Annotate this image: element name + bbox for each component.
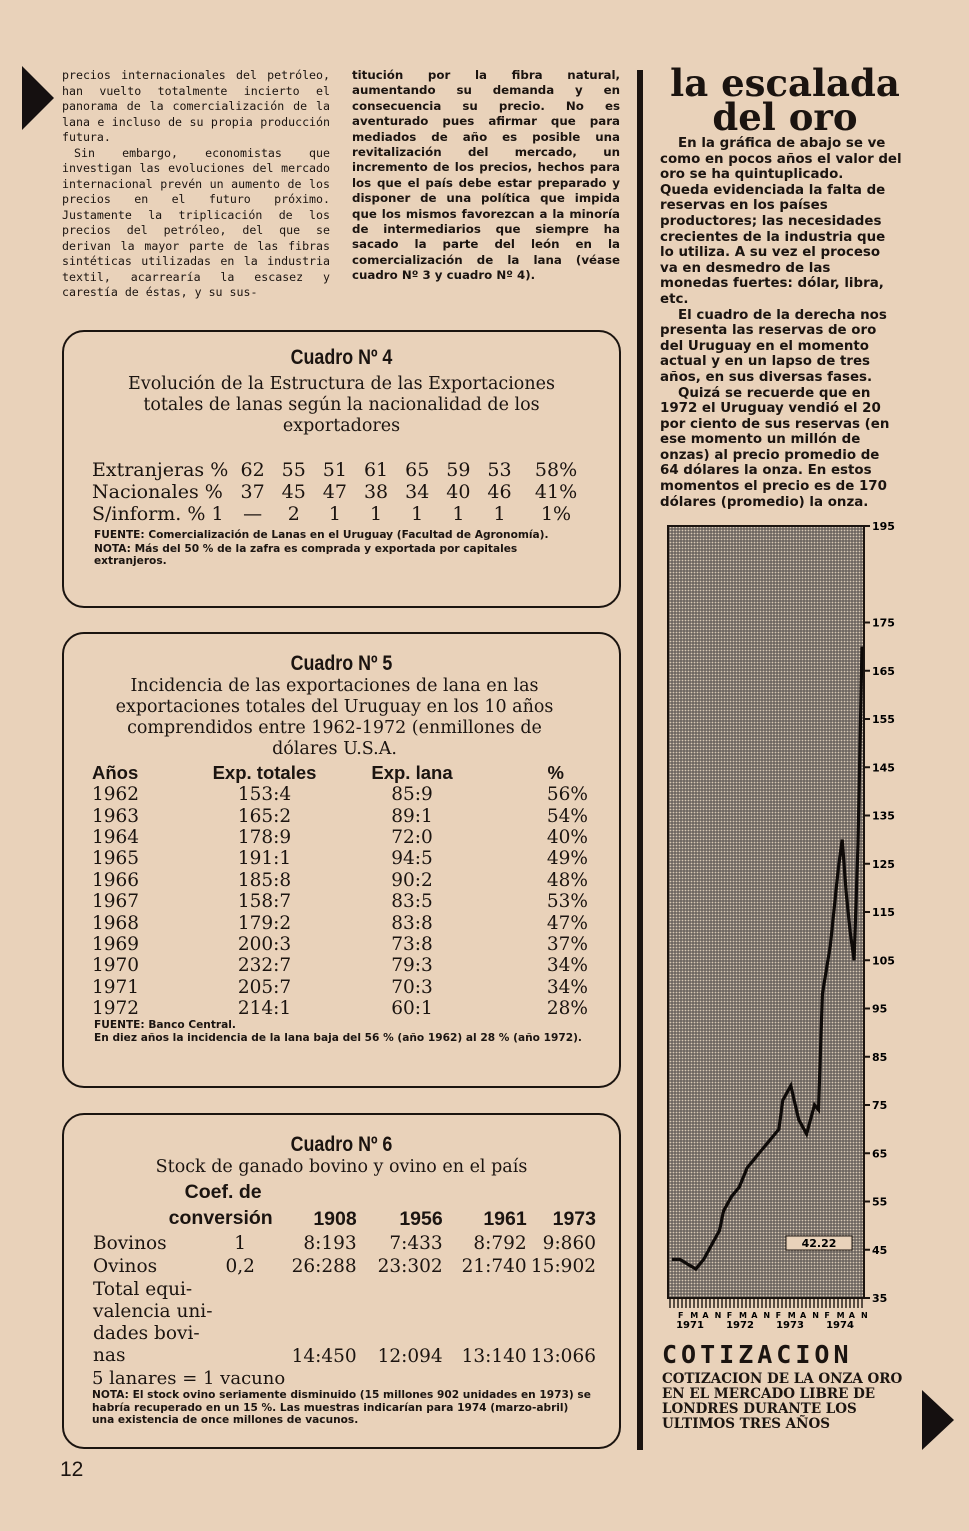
x-month-label: N	[812, 1311, 819, 1320]
y-tick-label: 175	[872, 616, 895, 630]
table-cell: 48%	[546, 869, 588, 891]
x-month-label: F	[824, 1311, 830, 1320]
table-cell: 55	[281, 459, 306, 481]
cuadro-6-box	[62, 1113, 621, 1449]
table-cell: 8:792	[473, 1233, 527, 1254]
table-cell: 1971	[92, 976, 140, 998]
table-cell: 73:8	[391, 933, 433, 955]
table-cell: 1	[370, 503, 383, 525]
table-cell: 41%	[534, 481, 578, 503]
x-month-label: A	[702, 1311, 709, 1320]
cuadro-5-table	[92, 762, 592, 1019]
table-cell: 59	[446, 459, 471, 481]
cuadro-6-nota: NOTA: El stock ovino seriamente disminuido (15 millones 902 unidades en 1973) se habría recuperado en un 15 %. Las muestras indicarían para 1974 (marzo-abril) una existencia de once millones de vacunos.	[92, 1389, 591, 1426]
table-cell: 94:5	[391, 848, 433, 870]
table-header-row	[92, 762, 592, 784]
x-month-label: F	[678, 1311, 684, 1320]
y-tick-label: 45	[872, 1243, 888, 1257]
x-axis-years	[676, 1320, 854, 1330]
table-cell: 1965	[92, 848, 140, 870]
cuadro-4-nota: NOTA: Más del 50 % de la zafra es comprada y exportada por capitales extranjeros.	[94, 542, 518, 567]
x-month-label: M	[836, 1311, 845, 1320]
table-cell: 56%	[546, 784, 588, 806]
y-tick-label: 85	[872, 1050, 888, 1064]
y-tick-label: 55	[872, 1195, 888, 1209]
table-cell: 54%	[546, 805, 588, 827]
x-year-label: 1971	[676, 1320, 704, 1330]
right-title	[660, 61, 910, 139]
chart-annotation	[786, 1236, 852, 1250]
table-cell: 23:302	[377, 1256, 443, 1277]
chart-caption: COTIZACION DE LA ONZA ORO EN EL MERCADO LIBRE DE LONDRES DURANTE LOS ULTIMOS TRES AÑOS	[662, 1371, 903, 1432]
table-row	[92, 977, 592, 998]
paragraph: precios internacionales del petróleo, han vuelto totalmente incierto el panorama de la comercialización de la lana e incluso de su propia producción futura.	[62, 68, 330, 144]
table-cell: 2	[287, 503, 300, 525]
table-cell: 1	[328, 503, 341, 525]
y-tick-label: 195	[872, 520, 895, 533]
table-cell: 34%	[546, 955, 588, 977]
x-month-label: N	[714, 1311, 722, 1320]
table-cell: 34%	[546, 976, 588, 998]
arrow-marker-left	[22, 66, 54, 130]
y-tick-label: 75	[872, 1099, 888, 1112]
cuadro-4-title: Cuadro Nº 4	[290, 346, 393, 369]
table-cell: 1972	[92, 998, 140, 1020]
total-label	[92, 1278, 274, 1368]
table-cell: —	[243, 503, 263, 525]
table-cell: 1	[493, 503, 506, 525]
y-tick-label: 135	[872, 809, 895, 823]
table-cell: 191:1	[237, 848, 292, 870]
row-label: Ovinos	[93, 1256, 158, 1277]
table-cell: 45	[281, 481, 306, 503]
table-cell: 1969	[92, 933, 140, 955]
total-value: 13:140	[461, 1346, 527, 1367]
y-tick-label: 105	[872, 954, 895, 968]
table-cell: 15:902	[530, 1256, 596, 1277]
table-row	[92, 1232, 597, 1255]
col-header-percent: %	[547, 762, 564, 783]
cuadro-4-subtitle: Evolución de la Estructura de las Exportaciones totales de lanas según la nacionalidad de los exportadores	[128, 374, 555, 436]
x-month-label: A	[800, 1311, 807, 1320]
table-cell: 1968	[92, 912, 140, 934]
y-tick-label: 125	[872, 857, 895, 871]
paragraph: titución por la fibra natural, aumentando su demanda y en consecuencia su precio. No es aventurado pues afirmar que para mediados de año es posible una revitalización del mercado, un incremento de los precios, hechos para los que el país debe estar preparado y disponer de una política que impida que los mismos favorezcan a la minoría de intermediarios que siempre ha sacado la parte del león en la comercialización de la lana (véase cuadro Nº 3 y cuadro Nº 4).	[352, 68, 620, 283]
table-cell: 83:8	[391, 912, 433, 934]
table-row	[92, 934, 592, 955]
total-value: 14:450	[291, 1346, 357, 1367]
y-tick-label: 165	[872, 664, 895, 678]
x-month-label: N	[763, 1311, 771, 1320]
col-header-coef	[168, 1178, 274, 1232]
paragraph: Queda evidenciada la falta de reservas en los países productores; las necesidades crecientes de la industria que lo utiliza. A su vez el proceso va en desmedro de las monedas fuertes: dólar, libra, etc.	[660, 182, 886, 307]
table-cell: 1967	[92, 891, 140, 913]
cuadro-5-fuente: FUENTE: Banco Central.	[94, 1019, 236, 1032]
table-cell: 89:1	[391, 805, 433, 827]
table-cell: 37%	[546, 933, 588, 955]
total-value: 12:094	[377, 1346, 443, 1367]
col-header-anos: Años	[92, 762, 139, 783]
row-label: S/inform. % 1	[92, 503, 224, 525]
total-value: 13:066	[530, 1346, 596, 1367]
cuadro-5-subtitle: Incidencia de las exportaciones de lana en las exportaciones totales del Uruguay en los 10 años comprendidos entre 1962-1972 (enmillones de dólares U.S.A.	[115, 676, 554, 759]
col-header-year: 1908	[313, 1208, 357, 1230]
paragraph: Sin embargo, economistas que investigan las evoluciones del mercado internacional prevén un aumento de los precios en el futuro próximo. Justamente la triplicación de los precios del petróleo, del que se derivan la mayor parte de las fibras sintéticas utilizadas en la industria textil, acarrearía la escasez y carestía de éstas, y su sus-	[62, 145, 330, 299]
cuadro-4-fuente: FUENTE: Comercialización de Lanas en el Uruguay (Facultad de Agronomía).	[94, 529, 549, 541]
table-row	[92, 503, 592, 525]
table-cell: 21:740	[461, 1256, 527, 1277]
table-cell: 70:3	[391, 976, 433, 998]
table-cell: 158:7	[237, 891, 292, 913]
table-cell: 1962	[92, 784, 140, 806]
cuadro-5-title: Cuadro Nº 5	[290, 652, 393, 675]
table-cell: 51	[322, 459, 347, 481]
table-row	[92, 870, 592, 891]
y-tick-label: 155	[872, 713, 895, 726]
row-label: Nacionales %	[92, 481, 223, 503]
y-axis-ticks	[864, 520, 895, 1305]
table-cell: 34	[405, 481, 430, 503]
x-month-label: M	[690, 1311, 699, 1320]
x-month-label: M	[739, 1311, 747, 1320]
table-cell: 9:860	[542, 1233, 596, 1254]
table-cell: 65	[405, 459, 430, 481]
x-month-label: M	[787, 1311, 796, 1320]
table-cell: 85:9	[391, 784, 433, 806]
table-cell: 37	[240, 481, 265, 503]
table-cell: 232:7	[237, 955, 292, 977]
table-cell: 205:7	[237, 976, 292, 998]
table-row	[92, 459, 592, 481]
cuadro-6-title: Cuadro Nº 6	[290, 1133, 393, 1156]
table-cell: 53%	[546, 891, 588, 913]
table-cell: 185:8	[237, 869, 292, 891]
row-label: Bovinos	[93, 1233, 167, 1254]
table-cell: 178:9	[237, 826, 292, 848]
table-cell: 153:4	[237, 784, 292, 806]
table-cell: 165:2	[237, 805, 292, 827]
cuadro-6-equivalence: 5 lanares = 1 vacuno	[92, 1368, 286, 1389]
cuadro-5-nota: En diez años la incidencia de la lana baja del 56 % (año 1962) al 28 % (año 1972).	[94, 1031, 582, 1044]
table-row	[92, 912, 592, 933]
table-cell: 79:3	[391, 955, 433, 977]
y-tick-label: 65	[872, 1147, 888, 1161]
cotizacion-heading: COTIZACION	[662, 1340, 853, 1369]
x-axis-months	[670, 1298, 868, 1320]
x-year-label: 1973	[776, 1320, 804, 1330]
total-label-line: dades bovi-	[93, 1323, 200, 1344]
x-month-label: A	[751, 1311, 758, 1320]
table-cell: 58%	[534, 459, 578, 481]
table-cell: 8:193	[303, 1233, 357, 1254]
table-row	[92, 848, 592, 869]
coef-cell: 0,2	[225, 1256, 255, 1277]
table-cell: 40%	[546, 826, 588, 848]
table-cell: 1963	[92, 805, 140, 827]
table-cell: 49%	[546, 848, 588, 870]
table-header-row	[92, 1178, 597, 1232]
table-cell: 47%	[546, 912, 588, 934]
table-cell: 1970	[92, 955, 140, 977]
x-month-label: N	[861, 1311, 868, 1320]
x-year-label: 1972	[726, 1320, 754, 1330]
col-header-exp-totales: Exp. totales	[212, 762, 317, 783]
right-title-line-1: la escalada	[670, 61, 900, 105]
x-year-label: 1974	[826, 1320, 854, 1330]
right-text	[660, 136, 902, 510]
coef-cell: 1	[234, 1233, 247, 1254]
y-tick-label: 95	[872, 1002, 888, 1016]
paragraph: El cuadro de la derecha nos presenta las reservas de oro del Uruguay en el momento actual y en un lapso de tres años, en sus diversas fases.	[660, 307, 887, 385]
table-cell: 1966	[92, 869, 140, 891]
table-cell: 60:1	[391, 998, 433, 1020]
x-month-label: A	[848, 1311, 856, 1320]
col-header-year: 1956	[399, 1208, 443, 1230]
table-row	[92, 891, 592, 912]
right-title-line-2: del oro	[712, 95, 858, 139]
gold-price-chart	[660, 520, 910, 1330]
table-row	[92, 998, 592, 1019]
table-cell: 62	[240, 459, 265, 481]
table-row	[92, 481, 592, 503]
col-header-year: 1973	[552, 1208, 596, 1230]
body-text-column-2	[352, 68, 620, 284]
column-divider	[637, 70, 643, 1450]
coef-header-line-1: Coef. de	[184, 1181, 262, 1203]
table-cell: 28%	[546, 998, 588, 1020]
cuadro-4-box	[62, 330, 621, 608]
total-label-line: valencia uni-	[93, 1301, 213, 1322]
body-text-column-1	[62, 68, 330, 301]
table-cell: 83:5	[391, 891, 433, 913]
table-cell: 40	[446, 481, 471, 503]
y-tick-label: 115	[872, 906, 895, 919]
table-row	[92, 827, 592, 848]
cuadro-4-table	[92, 459, 592, 525]
table-cell: 26:288	[291, 1256, 357, 1277]
page-number: 12	[60, 1458, 84, 1481]
table-cell: 179:2	[237, 912, 292, 934]
table-row	[92, 1255, 597, 1278]
table-cell: 1964	[92, 826, 140, 848]
table-cell: 47	[322, 481, 347, 503]
arrow-marker-right	[922, 1390, 954, 1450]
paragraph: En la gráfica de abajo se ve como en pocos años el valor del oro se ha quintuplicado.	[660, 136, 902, 183]
col-header-year: 1961	[483, 1208, 527, 1230]
table-cell: 72:0	[391, 826, 433, 848]
table-cell: 46	[487, 481, 512, 503]
paragraph: Quizá se recuerde que en 1972 el Uruguay vendió el 20 por ciento de sus reservas (en ese momento un millón de onzas) al precio promedio de 64 dólares la onza. En estos momentos el precio es de 170 dólares (promedio) la onza.	[660, 385, 890, 510]
table-cell: 7:433	[389, 1233, 443, 1254]
table-cell: 53	[487, 459, 512, 481]
cuadro-6-table	[92, 1178, 597, 1368]
table-cell: 200:3	[237, 933, 292, 955]
table-cell: 38	[363, 481, 389, 503]
table-row	[92, 955, 592, 976]
total-label-line: nas	[93, 1345, 126, 1366]
col-header-exp-lana: Exp. lana	[371, 762, 453, 783]
row-label: Extranjeras %	[92, 459, 229, 481]
table-cell: 61	[363, 459, 389, 481]
table-row	[92, 784, 592, 805]
table-cell: 1%	[540, 503, 572, 525]
coef-header-line-2: conversión	[168, 1207, 273, 1229]
total-label-line: Total equi-	[93, 1279, 193, 1300]
table-row-total	[92, 1278, 597, 1368]
cuadro-5-box	[62, 632, 621, 1088]
table-cell: 90:2	[391, 869, 433, 891]
y-tick-label: 35	[872, 1292, 888, 1305]
annotation-label: 42.22	[801, 1237, 837, 1250]
x-month-label: F	[775, 1311, 782, 1320]
cuadro-6-subtitle: Stock de ganado bovino y ovino en el país	[155, 1157, 528, 1177]
table-cell: 1	[411, 503, 424, 525]
y-tick-label: 145	[872, 761, 895, 775]
table-row	[92, 805, 592, 826]
x-month-label: F	[726, 1311, 733, 1320]
table-cell: 1	[452, 503, 465, 525]
table-cell: 214:1	[237, 998, 292, 1020]
